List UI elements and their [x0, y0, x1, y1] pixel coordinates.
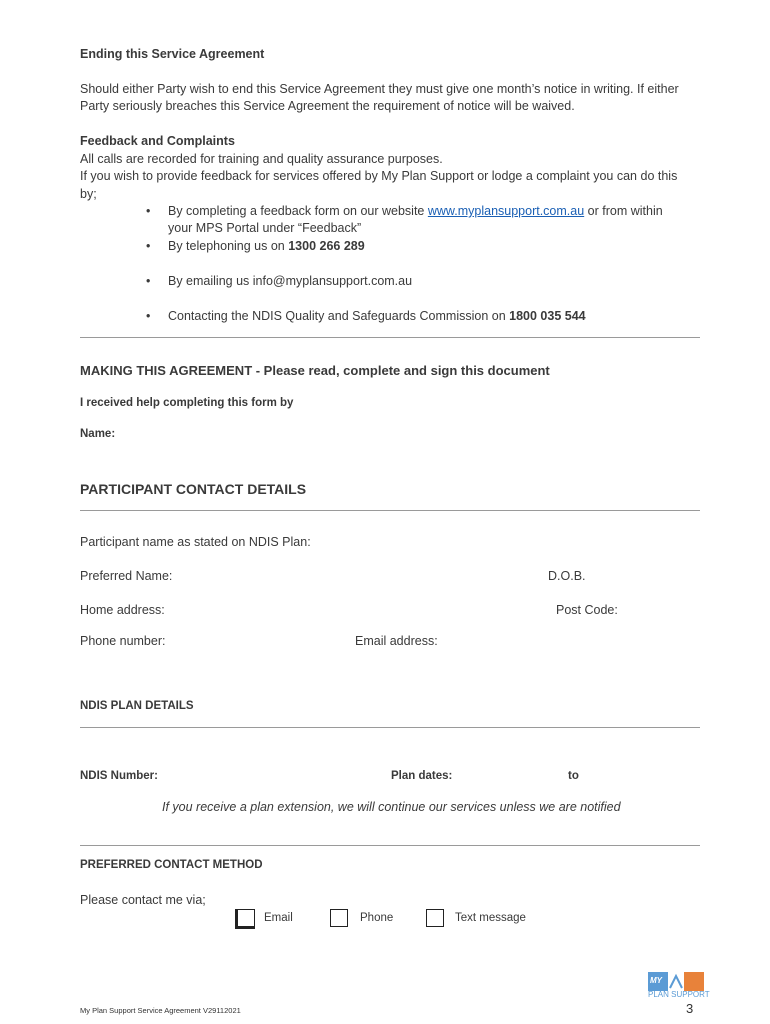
- my-plan-support-logo: [648, 972, 710, 1002]
- plan-dates-label: Plan dates:: [391, 770, 453, 782]
- ending-paragraph-line-1: Should either Party wish to end this Service Agreement they must give one month’s notice in writing. If either: [80, 82, 679, 96]
- feedback-line-3: by;: [80, 187, 97, 201]
- plan-extension-note: If you receive a plan extension, we will continue our services unless we are notified: [162, 800, 621, 814]
- website-link[interactable]: www.myplansupport.com.au: [427, 204, 585, 218]
- divider: [80, 845, 700, 846]
- home-address-label: Home address:: [80, 603, 165, 617]
- divider: [80, 510, 700, 511]
- feedback-heading: Feedback and Complaints: [80, 134, 235, 148]
- preferred-name-label: Preferred Name:: [80, 569, 173, 583]
- feedback-bullet-website-line-2: your MPS Portal under “Feedback”: [168, 221, 362, 235]
- logo-blue-block: [648, 972, 668, 991]
- bullet-marker: •: [146, 204, 151, 218]
- logo-text-plan-support: PLAN SUPPORT: [648, 990, 710, 999]
- footer-doc-id: My Plan Support Service Agreement V29112021: [80, 1006, 241, 1015]
- email-option-label: Email: [264, 912, 293, 924]
- feedback-bullet-email: By emailing us info@myplansupport.com.au: [168, 274, 413, 288]
- bullet-marker: •: [146, 309, 151, 323]
- divider: [80, 727, 700, 728]
- phone-option-label: Phone: [360, 912, 394, 924]
- agreement-heading: MAKING THIS AGREEMENT - Please read, complete and sign this document: [80, 363, 550, 378]
- participant-heading: PARTICIPANT CONTACT DETAILS: [80, 481, 307, 497]
- helper-name-label: Name:: [80, 428, 116, 440]
- ending-paragraph-line-2: Party seriously breaches this Service Agreement the requirement of notice will be waived.: [80, 99, 575, 113]
- contact-method-heading: PREFERRED CONTACT METHOD: [80, 859, 263, 871]
- feedback-line-2: If you wish to provide feedback for services offered by My Plan Support or lodge a complaint you can do this: [80, 169, 678, 183]
- text-message-checkbox[interactable]: [426, 909, 444, 927]
- plan-name-label: Participant name as stated on NDIS Plan:: [80, 535, 311, 549]
- email-address-label: Email address:: [355, 634, 438, 648]
- divider: [80, 337, 700, 338]
- logo-figure-icon: [668, 972, 684, 991]
- bullet-phone-text: By telephoning us on: [168, 239, 289, 253]
- feedback-bullet-phone: [168, 239, 365, 253]
- bullet-commission-text: Contacting the NDIS Quality and Safeguards Commission on: [168, 309, 510, 323]
- ndis-number-label: NDIS Number:: [80, 770, 158, 782]
- dob-label: D.O.B.: [548, 569, 586, 583]
- help-completing-label: I received help completing this form by: [80, 397, 294, 409]
- ending-heading: Ending this Service Agreement: [80, 47, 265, 61]
- plan-dates-to-label: to: [568, 770, 579, 782]
- post-code-label: Post Code:: [556, 603, 618, 617]
- ndis-plan-heading: NDIS PLAN DETAILS: [80, 700, 194, 712]
- feedback-line-1: All calls are recorded for training and quality assurance purposes.: [80, 152, 443, 166]
- contact-method-intro: Please contact me via;: [80, 893, 206, 907]
- email-checkbox[interactable]: [235, 909, 255, 929]
- bullet-website-text: By completing a feedback form on our website: [168, 204, 428, 218]
- logo-orange-block: [684, 972, 704, 991]
- bullet-website-text-end: or from within: [584, 204, 663, 218]
- text-message-option-label: Text message: [455, 912, 526, 924]
- phone-number-label: Phone number:: [80, 634, 166, 648]
- support-phone-number: 1300 266 289: [288, 239, 365, 253]
- phone-checkbox[interactable]: [330, 909, 348, 927]
- commission-phone-number: 1800 035 544: [509, 309, 586, 323]
- feedback-bullet-website: [168, 204, 663, 218]
- bullet-marker: •: [146, 274, 151, 288]
- bullet-marker: •: [146, 239, 151, 253]
- logo-text-my: MY: [650, 976, 662, 985]
- feedback-bullet-commission: [168, 309, 586, 323]
- page-number: 3: [686, 1001, 694, 1016]
